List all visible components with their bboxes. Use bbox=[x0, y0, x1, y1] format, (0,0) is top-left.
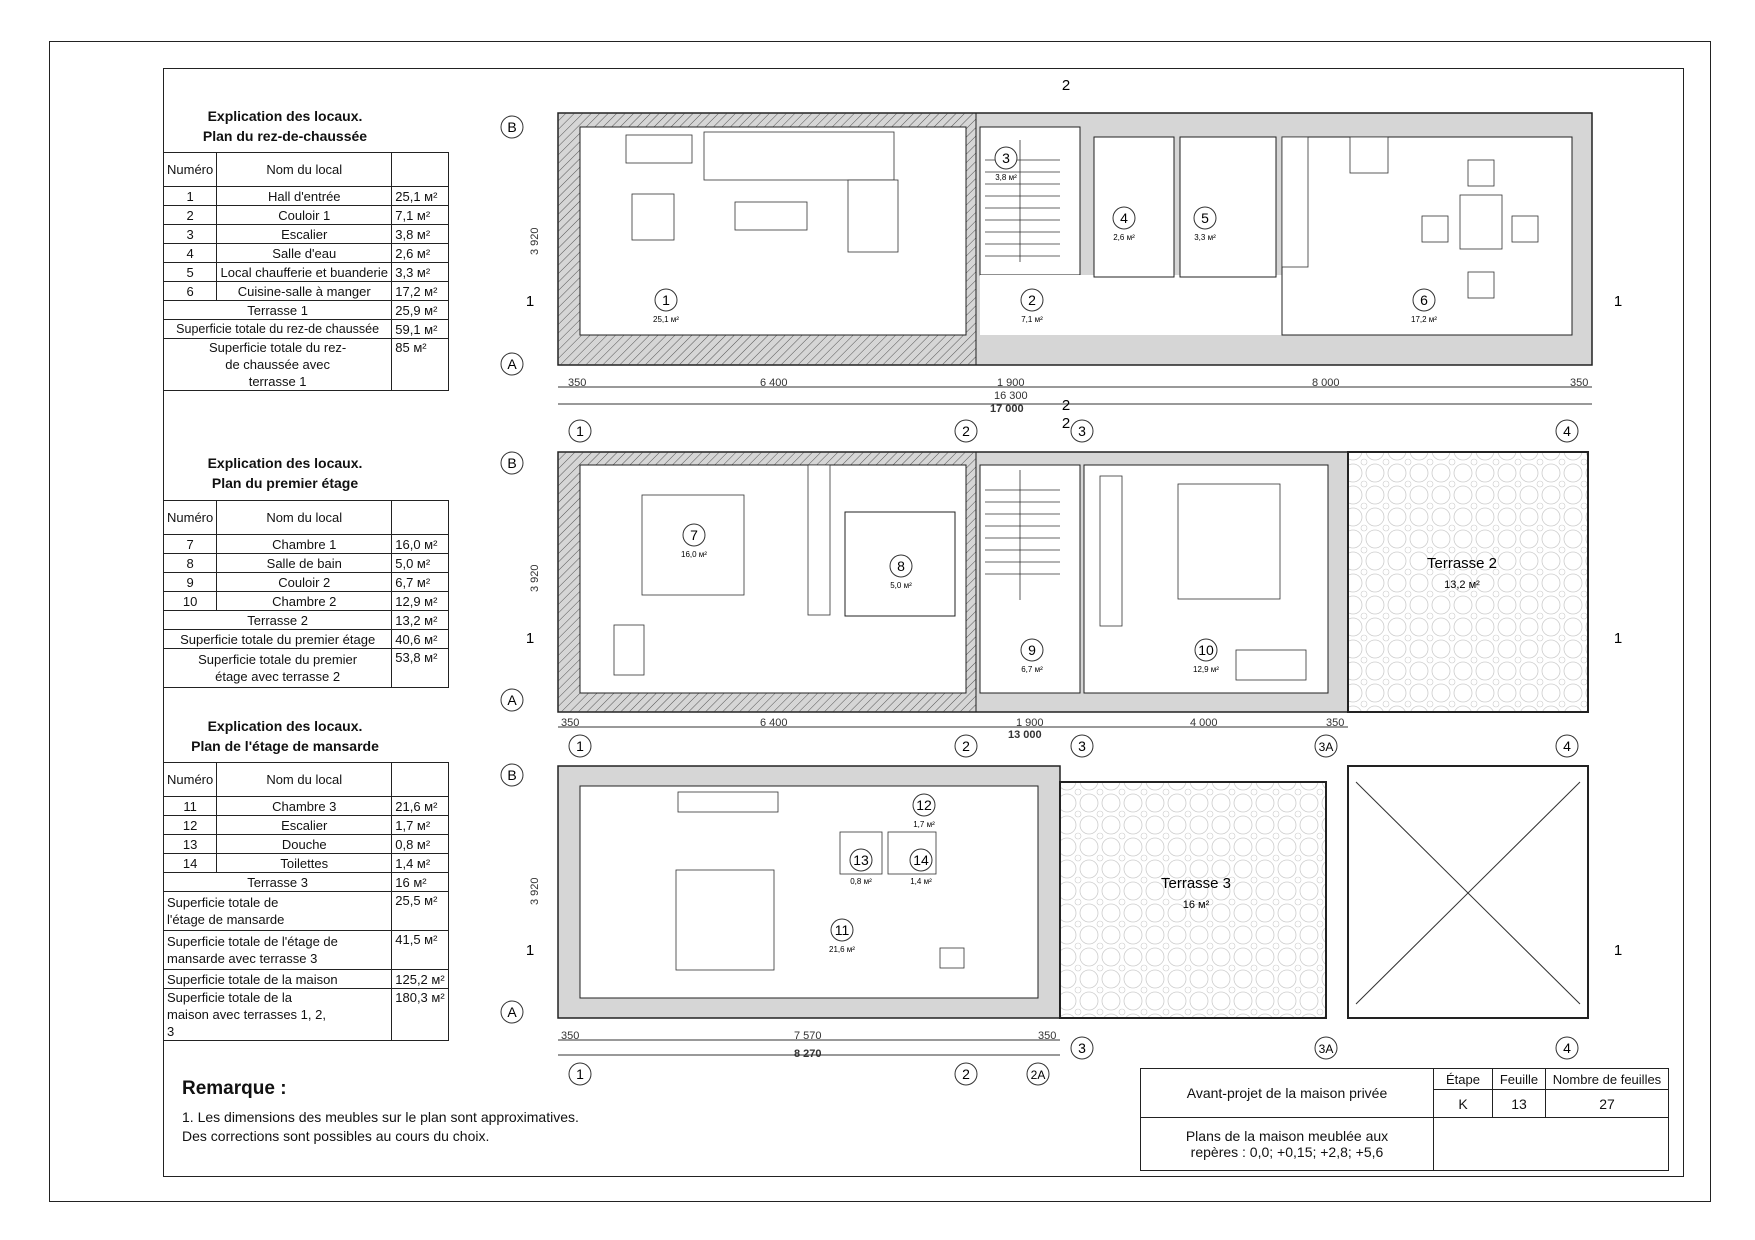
room-num: 13 bbox=[164, 835, 217, 854]
feuille-value: 13 bbox=[1493, 1090, 1546, 1118]
room-number: 13 bbox=[853, 852, 869, 868]
axis-label: 3A bbox=[1318, 740, 1334, 754]
total-area: 40,6 м² bbox=[392, 630, 449, 649]
axis-label: 2 bbox=[962, 423, 970, 439]
total-area: 59,1 м² bbox=[392, 320, 449, 339]
total-name: Superficie totale du rez-de chaussée avec terrasse 1 bbox=[164, 339, 392, 391]
dim-text: 350 bbox=[561, 717, 580, 729]
room-name: Salle de bain bbox=[217, 554, 392, 573]
axis-label: A bbox=[507, 1004, 517, 1020]
room-area: 25,1 м² bbox=[392, 187, 449, 206]
dim-text: 8 000 bbox=[1312, 377, 1340, 389]
room-bedroom3 bbox=[580, 786, 1038, 998]
room-number: 10 bbox=[1198, 642, 1214, 658]
room-name: Toilettes bbox=[217, 854, 392, 873]
total-name: Superficie totale de l'étage de mansarde avec terrasse 3 bbox=[164, 931, 392, 970]
axis-label: 3A bbox=[1318, 1042, 1334, 1056]
terrace-area: 16 м² bbox=[392, 873, 449, 892]
total-area: 180,3 м² bbox=[392, 989, 449, 1041]
height-dim: 3 920 bbox=[529, 564, 541, 592]
total-area: 85 м² bbox=[392, 339, 449, 391]
plan-first bbox=[529, 452, 1588, 741]
room-name: Couloir 1 bbox=[217, 206, 392, 225]
axis-label: 1 bbox=[576, 738, 584, 754]
total-name: Superficie totale du rez-de chaussée bbox=[164, 320, 392, 339]
axis-label: 3 bbox=[1078, 1040, 1086, 1056]
room-num: 10 bbox=[164, 592, 217, 611]
remark-line: 1. Les dimensions des meubles sur le plan sont approximatives. bbox=[182, 1109, 579, 1125]
room-name: Couloir 2 bbox=[217, 573, 392, 592]
axis-label: 2 bbox=[962, 1066, 970, 1082]
section-mark: 2 bbox=[1061, 415, 1071, 432]
room-num: 4 bbox=[164, 244, 217, 263]
terrace-area: 25,9 м² bbox=[392, 301, 449, 320]
axis-label: B bbox=[507, 119, 517, 135]
elevation-mark: 1 bbox=[1613, 630, 1623, 647]
room-name: Chambre 2 bbox=[217, 592, 392, 611]
dim-text: 350 bbox=[568, 377, 587, 389]
elevation-mark: 1 bbox=[525, 293, 535, 310]
height-dim: 3 920 bbox=[529, 877, 541, 905]
room-area: 2,6 м² bbox=[392, 244, 449, 263]
axis-label: A bbox=[507, 356, 517, 372]
dim-text: 350 bbox=[1038, 1030, 1057, 1042]
room-area: 12,9 м² bbox=[392, 592, 449, 611]
axis-label: B bbox=[507, 455, 517, 471]
total-area: 41,5 м² bbox=[392, 931, 449, 970]
dim-text: 6 400 bbox=[760, 377, 788, 389]
room-number: 2 bbox=[1028, 292, 1036, 308]
void-area bbox=[1348, 766, 1588, 1018]
dim-text: 350 bbox=[561, 1030, 580, 1042]
room-number: 12 bbox=[916, 797, 932, 813]
room-area-label: 1,7 м² bbox=[913, 820, 935, 829]
axis-label: 4 bbox=[1563, 738, 1571, 754]
table-title-line1: Explication des locaux. bbox=[207, 455, 363, 471]
room-name: Escalier bbox=[217, 816, 392, 835]
col-header-num: Numéro bbox=[164, 501, 217, 535]
room-num: 14 bbox=[164, 854, 217, 873]
height-dim: 3 920 bbox=[529, 227, 541, 255]
room-number: 5 bbox=[1201, 210, 1209, 226]
elevation-mark: 1 bbox=[525, 630, 535, 647]
nombre-value: 27 bbox=[1546, 1090, 1669, 1118]
room-number: 11 bbox=[834, 922, 850, 938]
room-area: 7,1 м² bbox=[392, 206, 449, 225]
room-area-label: 3,8 м² bbox=[995, 173, 1017, 182]
room-num: 7 bbox=[164, 535, 217, 554]
axis-label: 2A bbox=[1030, 1068, 1046, 1082]
terrace-area-label: 16 м² bbox=[1182, 899, 1210, 911]
room-name: Douche bbox=[217, 835, 392, 854]
section-mark: 2 bbox=[1061, 77, 1071, 94]
dim-text: 350 bbox=[1570, 377, 1589, 389]
plan-ground bbox=[529, 113, 1592, 415]
room-area-label: 5,0 м² bbox=[890, 581, 912, 590]
room-area: 17,2 м² bbox=[392, 282, 449, 301]
terrace-label: Terrasse 2 bbox=[1426, 555, 1498, 572]
axis-label: A bbox=[507, 692, 517, 708]
terrace-name: Terrasse 1 bbox=[164, 301, 392, 320]
room-name: Hall d'entrée bbox=[217, 187, 392, 206]
dim-text: 350 bbox=[1326, 717, 1345, 729]
room-number: 4 bbox=[1120, 210, 1128, 226]
axis-label: 1 bbox=[576, 1066, 584, 1082]
room-name: Chambre 1 bbox=[217, 535, 392, 554]
total-name: Superficie totale de la maison bbox=[164, 970, 392, 989]
table-title-line1: Explication des locaux. bbox=[207, 718, 363, 734]
room-boiler bbox=[1180, 137, 1276, 277]
room-wc bbox=[1094, 137, 1174, 277]
total-name: Superficie totale du premier étage avec terrasse 2 bbox=[164, 649, 392, 688]
room-area: 1,7 м² bbox=[392, 816, 449, 835]
nombre-label: Nombre de feuilles bbox=[1546, 1069, 1669, 1090]
room-num: 11 bbox=[164, 797, 217, 816]
room-name: Salle d'eau bbox=[217, 244, 392, 263]
room-area: 0,8 м² bbox=[392, 835, 449, 854]
room-area-label: 21,6 м² bbox=[829, 945, 855, 954]
elevation-mark: 1 bbox=[525, 942, 535, 959]
room-area-label: 7,1 м² bbox=[1021, 315, 1043, 324]
feuille-label: Feuille bbox=[1493, 1069, 1546, 1090]
terrace-area-label: 13,2 м² bbox=[1444, 579, 1480, 591]
dim-total: 13 000 bbox=[1008, 729, 1042, 741]
axis-label: 1 bbox=[576, 423, 584, 439]
room-num: 5 bbox=[164, 263, 217, 282]
room-num: 9 bbox=[164, 573, 217, 592]
terrace-name: Terrasse 3 bbox=[164, 873, 392, 892]
room-name: Local chaufferie et buanderie bbox=[217, 263, 392, 282]
total-area: 125,2 м² bbox=[392, 970, 449, 989]
axis-label: 2 bbox=[962, 738, 970, 754]
room-number: 9 bbox=[1028, 642, 1036, 658]
room-stair bbox=[980, 127, 1080, 275]
dim-total: 8 270 bbox=[794, 1048, 822, 1060]
room-num: 6 bbox=[164, 282, 217, 301]
axis-label: B bbox=[507, 767, 517, 783]
etape-value: K bbox=[1434, 1090, 1493, 1118]
room-area: 3,3 м² bbox=[392, 263, 449, 282]
plan-attic bbox=[529, 766, 1588, 1060]
remark-line: Des corrections sont possibles au cours du choix. bbox=[182, 1128, 490, 1144]
room-num: 3 bbox=[164, 225, 217, 244]
axis-label: 4 bbox=[1563, 423, 1571, 439]
room-num: 12 bbox=[164, 816, 217, 835]
room-area-label: 0,8 м² bbox=[850, 877, 872, 886]
dim-text: 6 400 bbox=[760, 717, 788, 729]
etape-label: Étape bbox=[1434, 1069, 1493, 1090]
col-header-name: Nom du local bbox=[217, 501, 392, 535]
room-area-label: 16,0 м² bbox=[681, 550, 707, 559]
total-area: 53,8 м² bbox=[392, 649, 449, 688]
room-num: 2 bbox=[164, 206, 217, 225]
room-area-label: 25,1 м² bbox=[653, 315, 679, 324]
col-header-num: Numéro bbox=[164, 763, 217, 797]
room-area: 16,0 м² bbox=[392, 535, 449, 554]
room-area-label: 3,3 м² bbox=[1194, 233, 1216, 242]
elevation-mark: 1 bbox=[1613, 942, 1623, 959]
elevation-mark: 1 bbox=[1613, 293, 1623, 310]
table-title-line2: Plan du premier étage bbox=[211, 475, 359, 491]
room-area: 5,0 м² bbox=[392, 554, 449, 573]
room-name: Cuisine-salle à manger bbox=[217, 282, 392, 301]
room-number: 1 bbox=[662, 292, 670, 308]
total-name: Superficie totale du premier étage bbox=[164, 630, 392, 649]
dim-text: 1 900 bbox=[1016, 717, 1044, 729]
room-num: 8 bbox=[164, 554, 217, 573]
dim-text: 4 000 bbox=[1190, 717, 1218, 729]
room-area: 1,4 м² bbox=[392, 854, 449, 873]
room-area: 21,6 м² bbox=[392, 797, 449, 816]
dim-total: 17 000 bbox=[990, 403, 1024, 415]
room-area-label: 6,7 м² bbox=[1021, 665, 1043, 674]
room-number: 7 bbox=[690, 527, 698, 543]
room-number: 8 bbox=[897, 558, 905, 574]
room-area-label: 1,4 м² bbox=[910, 877, 932, 886]
remark-title: Remarque : bbox=[182, 1078, 287, 1099]
dim-total: 16 300 bbox=[994, 390, 1028, 402]
project-title: Avant-projet de la maison privée bbox=[1141, 1069, 1434, 1118]
axis-label: 4 bbox=[1563, 1040, 1571, 1056]
room-number: 14 bbox=[913, 852, 929, 868]
room-area: 6,7 м² bbox=[392, 573, 449, 592]
total-name: Superficie totale de la maison avec terrasses 1, 2, 3 bbox=[164, 989, 392, 1041]
room-area: 3,8 м² bbox=[392, 225, 449, 244]
axis-label: 3 bbox=[1078, 738, 1086, 754]
room-area-label: 2,6 м² bbox=[1113, 233, 1135, 242]
room-number: 3 bbox=[1002, 150, 1010, 166]
room-name: Escalier bbox=[217, 225, 392, 244]
table-title-line2: Plan du rez-de-chaussée bbox=[202, 128, 368, 144]
room-num: 1 bbox=[164, 187, 217, 206]
total-name: Superficie totale de l'étage de mansarde bbox=[164, 892, 392, 931]
terrace-area: 13,2 м² bbox=[392, 611, 449, 630]
col-header-num: Numéro bbox=[164, 153, 217, 187]
room-area-label: 17,2 м² bbox=[1411, 315, 1437, 324]
room-name: Chambre 3 bbox=[217, 797, 392, 816]
section-mark: 2 bbox=[1061, 397, 1071, 414]
col-header-name: Nom du local bbox=[217, 763, 392, 797]
total-area: 25,5 м² bbox=[392, 892, 449, 931]
dim-text: 7 570 bbox=[794, 1030, 822, 1042]
terrace-label: Terrasse 3 bbox=[1160, 875, 1232, 892]
table-title-line1: Explication des locaux. bbox=[207, 108, 363, 124]
col-header-name: Nom du local bbox=[217, 153, 392, 187]
table-title-line2: Plan de l'étage de mansarde bbox=[191, 738, 379, 754]
room-area-label: 12,9 м² bbox=[1193, 665, 1219, 674]
dim-text: 1 900 bbox=[997, 377, 1025, 389]
sheet-title: Plans de la maison meublée aux repères : 0,0; +0,15; +2,8; +5,6 bbox=[1141, 1118, 1434, 1171]
room-number: 6 bbox=[1420, 292, 1428, 308]
axis-label: 3 bbox=[1078, 423, 1086, 439]
terrace-name: Terrasse 2 bbox=[164, 611, 392, 630]
